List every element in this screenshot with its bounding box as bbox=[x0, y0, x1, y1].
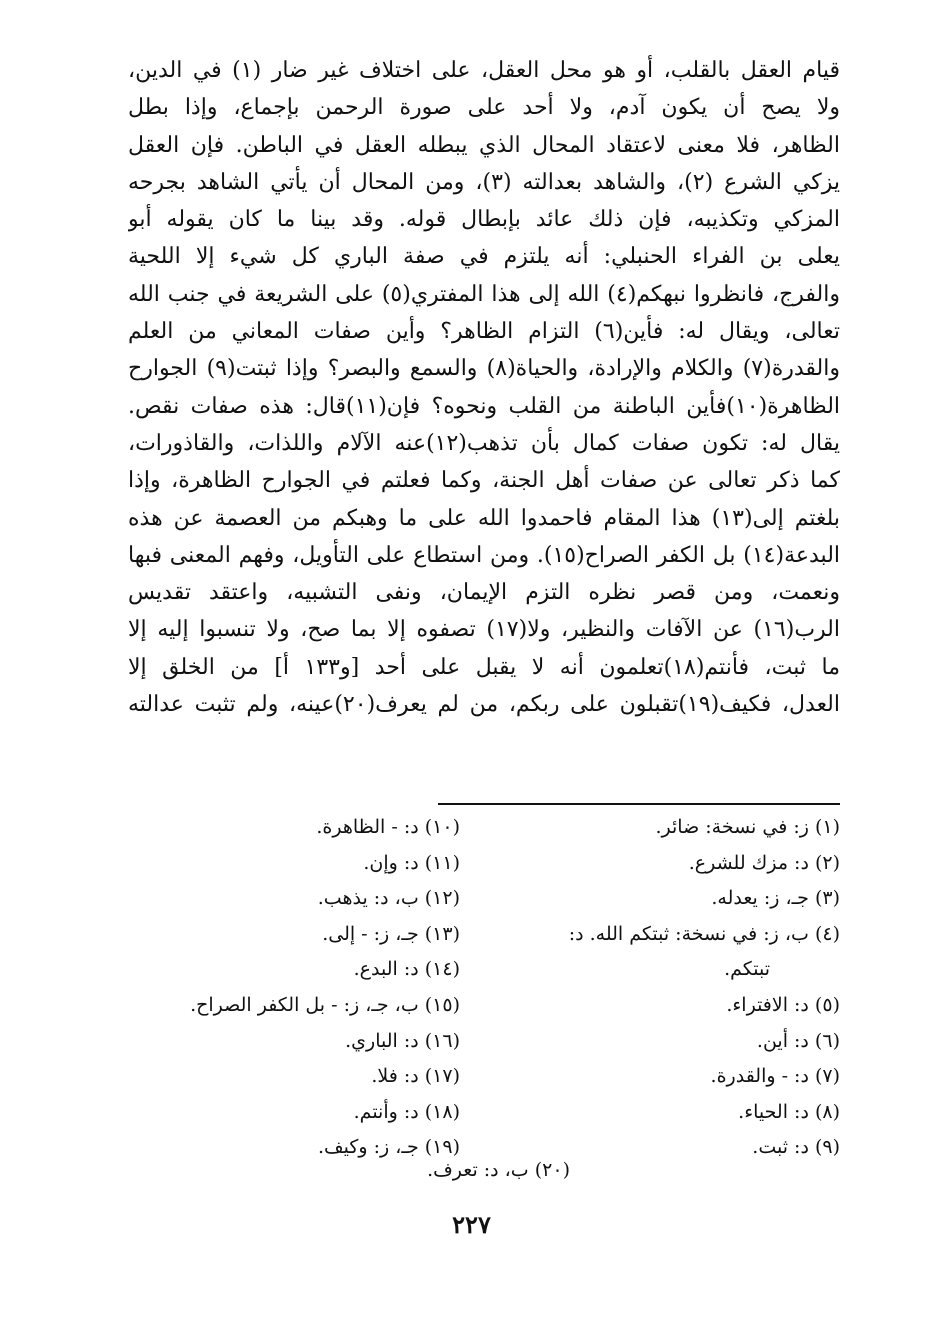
text-line: الظاهرة(١٠)فأين الباطنة من القلب ونحوه؟ فإن(١١)قال: هذه صفات نقص. bbox=[128, 393, 840, 419]
footnote-continuation: تبتكم. bbox=[724, 958, 770, 981]
footnote: (٩) د: ثبت. bbox=[752, 1136, 840, 1159]
text-line: يعلى بن الفراء الحنبلي: أنه يلتزم في صفة الباري كل شيء إلا اللحية bbox=[128, 244, 840, 270]
footnote: (١٥) ب، جـ، ز: - بل الكفر الصراح. bbox=[190, 993, 460, 1016]
text-line: يقال له: تكون صفات كمال بأن تذهب(١٢)عنه الآلام واللذات، والقاذورات، bbox=[128, 430, 840, 456]
footnotes-right-column bbox=[490, 810, 840, 1166]
footnote: (١٣) جـ، ز: - إلى. bbox=[322, 922, 460, 945]
text-line: يزكي الشرع (٢)، والشاهد بعدالته (٣)، ومن المحال أن يأتي الشاهد بجرحه bbox=[128, 169, 840, 195]
text-line: ونعمت، ومن قصر نظره التزم الإيمان، ونفى التشبيه، واعتقد تقديس bbox=[128, 580, 840, 606]
text-line: والقدرة(٧) والكلام والإرادة، والحياة(٨) والسمع والبصر؟ وإذا ثبتت(٩) الجوارح bbox=[128, 356, 840, 382]
footnote: (١٧) د: فلا. bbox=[371, 1065, 460, 1088]
text-line: قيام العقل بالقلب، أو هو محل العقل، على اختلاف غير ضار (١) في الدين، bbox=[128, 58, 840, 83]
footnote: (٣) جـ، ز: يعدله. bbox=[711, 887, 840, 910]
footnote: (٤) ب، ز: في نسخة: ثبتكم الله. د: bbox=[568, 922, 840, 945]
footnote: (١) ز: في نسخة: ضائر. bbox=[655, 816, 840, 838]
footnotes-left-column bbox=[140, 810, 460, 1166]
text-line: تعالى، ويقال له: فأين(٦) التزام الظاهر؟ وأين صفات المعاني من العلم bbox=[128, 319, 840, 345]
text-line: كما ذكر تعالى عن صفات أهل الجنة، وكما فعلتم في الجوارح الظاهرة، وإذا bbox=[128, 468, 840, 494]
text-line: ما ثبت، فأنتم(١٨)تعلمون أنه لا يقبل على أحد [و١٣٣ أ] من الخلق إلا bbox=[128, 654, 840, 680]
text-line: العدل، فكيف(١٩)تقبلون على ربكم، من لم يعرف(٢٠)عينه، ولم تثبت عدالته bbox=[128, 692, 840, 718]
footnote: (٦) د: أين. bbox=[756, 1029, 840, 1052]
footnote-divider bbox=[438, 803, 840, 805]
footnote: (١٠) د: - الظاهرة. bbox=[316, 816, 460, 838]
footnote: (١٤) د: البدع. bbox=[353, 958, 460, 981]
text-line: المزكي وتكذيبه، فإن ذلك عائد بإبطال قوله. وقد بينا ما كان يقوله أبو bbox=[128, 207, 840, 233]
footnote: (٢٠) ب، د: تعرف. bbox=[427, 1159, 570, 1181]
text-line: الظاهر، فلا معنى لاعتقاد المحال الذي يبطله العقل في الباطن. فإن العقل bbox=[128, 132, 840, 158]
footnote: (٨) د: الحياء. bbox=[738, 1100, 840, 1123]
text-line: بلغتم إلى(١٣) هذا المقام فاحمدوا الله على ما وهبكم من العصمة عن هذه bbox=[128, 505, 840, 531]
text-line: والفرج، فانظروا نبهكم(٤) الله إلى هذا المفتري(٥) على الشريعة في جنب الله bbox=[128, 281, 840, 307]
footnote: (١١) د: وإن. bbox=[363, 851, 460, 874]
page-number: ٢٢٧ bbox=[452, 1210, 491, 1239]
footnote: (٢) د: مزك للشرع. bbox=[688, 851, 840, 874]
footnote: (١٦) د: الباري. bbox=[345, 1029, 460, 1052]
main-text bbox=[128, 52, 840, 723]
footnote: (١٨) د: وأنتم. bbox=[353, 1100, 460, 1123]
text-line: البدعة(١٤) بل الكفر الصراح(١٥). ومن استطاع على التأويل، وفهم المعنى فبها bbox=[128, 542, 840, 568]
footnote: (٥) د: الافتراء. bbox=[726, 993, 840, 1016]
footnote: (٧) د: - والقدرة. bbox=[710, 1065, 840, 1088]
text-line: الرب(١٦) عن الآفات والنظير، ولا(١٧) تصفوه إلا بما صح، ولا تنسبوا إليه إلا bbox=[128, 617, 840, 643]
footnote: (١٩) جـ، ز: وكيف. bbox=[317, 1136, 460, 1159]
footnote: (١٢) ب، د: يذهب. bbox=[317, 887, 460, 910]
text-line: ولا يصح أن يكون آدم، ولا أحد على صورة الرحمن بإجماع، وإذا بطل bbox=[128, 95, 840, 121]
